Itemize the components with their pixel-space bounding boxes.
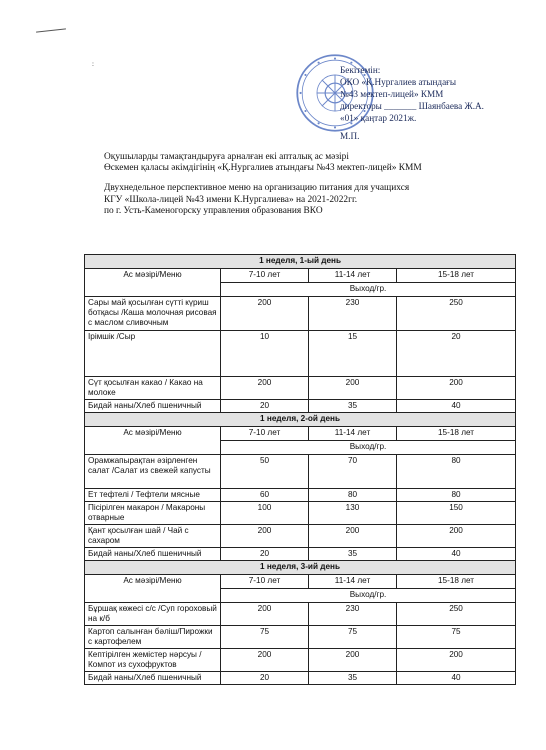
dish-name: Бұршақ көжесі с/с /Суп гороховый на к/б (85, 603, 221, 626)
menu-column-header: Ас мәзірі/Меню (85, 269, 221, 297)
dish-row (85, 649, 516, 672)
portion-value: 50 (221, 455, 309, 489)
portion-value: 35 (309, 400, 397, 413)
dish-row (85, 502, 516, 525)
portion-value: 200 (221, 603, 309, 626)
portion-value: 200 (221, 525, 309, 548)
portion-value: 200 (397, 525, 516, 548)
portion-value: 20 (221, 672, 309, 685)
age-group-header: 15-18 лет (397, 269, 516, 283)
dish-name: Ет тефтелі / Тефтели мясные (85, 489, 221, 502)
dish-name: Орамжапырақтан әзірленген салат /Салат из свежей капусты (85, 455, 221, 489)
portion-value: 60 (221, 489, 309, 502)
age-group-header: 7-10 лет (221, 427, 309, 441)
age-group-header: 7-10 лет (221, 269, 309, 283)
portion-value: 40 (397, 400, 516, 413)
dish-name: Сүт қосылған какао / Какао на молоке (85, 377, 221, 400)
column-header-row (85, 575, 516, 589)
column-header-row (85, 427, 516, 441)
portion-value: 35 (309, 672, 397, 685)
age-group-header: 15-18 лет (397, 427, 516, 441)
document-heading (104, 152, 524, 217)
day-title: 1 неделя, 3-ий день (85, 561, 516, 575)
dish-name: Қант қосылған шай / Чай с сахаром (85, 525, 221, 548)
menu-column-header: Ас мәзірі/Меню (85, 427, 221, 455)
kk-subtitle: Өскемен қаласы әкімдігінің «Қ.Нургалиев атындағы №43 мектеп-лицей» КММ (104, 163, 422, 174)
menu-column-header: Ас мәзірі/Меню (85, 575, 221, 603)
dish-name: Пісірілген макарон / Макароны отварные (85, 502, 221, 525)
yield-label: Выход/гр. (221, 441, 516, 455)
portion-value: 200 (397, 377, 516, 400)
portion-value: 80 (309, 489, 397, 502)
menu-table (84, 254, 516, 685)
portion-value: 100 (221, 502, 309, 525)
approval-line: «01» қаңтар 2021ж. (340, 113, 417, 123)
approval-line: Бекітемін: (340, 65, 381, 75)
portion-value: 200 (309, 525, 397, 548)
age-group-header: 15-18 лет (397, 575, 516, 589)
day-title: 1 неделя, 2-ой день (85, 413, 516, 427)
dish-name: Кептірілген жемістер нәрсуы /Компот из сухофруктов (85, 649, 221, 672)
dish-row (85, 603, 516, 626)
ru-subtitle: по г. Усть-Каменогорску управления образования ВКО (104, 205, 323, 216)
dish-name: Картоп салынған бәліш/Пирожки с картофелем (85, 626, 221, 649)
dish-name: Ірімшік /Сыр (85, 331, 221, 377)
dish-row (85, 377, 516, 400)
portion-value: 15 (309, 331, 397, 377)
portion-value: 10 (221, 331, 309, 377)
portion-value: 150 (397, 502, 516, 525)
portion-value: 250 (397, 603, 516, 626)
portion-value: 75 (221, 626, 309, 649)
portion-value: 200 (309, 649, 397, 672)
seal-place-label: М.П. (340, 131, 360, 141)
portion-value: 20 (221, 548, 309, 561)
age-group-header: 7-10 лет (221, 575, 309, 589)
scan-artifact-dot: : (92, 60, 94, 68)
day-header-row (85, 413, 516, 427)
approval-line: №43 мектеп-лицей» КММ (340, 89, 444, 99)
day-header-row (85, 255, 516, 269)
portion-value: 230 (309, 603, 397, 626)
dish-row (85, 455, 516, 489)
portion-value: 40 (397, 672, 516, 685)
yield-label: Выход/гр. (221, 589, 516, 603)
portion-value: 70 (309, 455, 397, 489)
dish-name: Бидай наны/Хлеб пшеничный (85, 672, 221, 685)
age-group-header: 11-14 лет (309, 575, 397, 589)
dish-row (85, 525, 516, 548)
dish-row (85, 626, 516, 649)
approval-line: директоры _______ Шаянбаева Ж.А. (340, 101, 484, 111)
scan-artifact-line (36, 28, 66, 32)
portion-value: 200 (309, 377, 397, 400)
portion-value: 230 (309, 297, 397, 331)
dish-row (85, 672, 516, 685)
age-group-header: 11-14 лет (309, 427, 397, 441)
portion-value: 20 (397, 331, 516, 377)
portion-value: 200 (397, 649, 516, 672)
portion-value: 200 (221, 377, 309, 400)
portion-value: 130 (309, 502, 397, 525)
portion-value: 40 (397, 548, 516, 561)
portion-value: 75 (397, 626, 516, 649)
portion-value: 80 (397, 455, 516, 489)
dish-row (85, 297, 516, 331)
day-title: 1 неделя, 1-ый день (85, 255, 516, 269)
approval-line: ОКО «Қ.Нургалиев атындағы (340, 77, 457, 87)
portion-value: 200 (221, 649, 309, 672)
portion-value: 250 (397, 297, 516, 331)
portion-value: 75 (309, 626, 397, 649)
dish-row (85, 548, 516, 561)
dish-row (85, 331, 516, 377)
kk-title: Оқушыларды тамақтандыруға арналған екі апталық ас мәзірі (104, 152, 349, 162)
portion-value: 20 (221, 400, 309, 413)
portion-value: 80 (397, 489, 516, 502)
dish-row (85, 489, 516, 502)
age-group-header: 11-14 лет (309, 269, 397, 283)
dish-name: Бидай наны/Хлеб пшеничный (85, 400, 221, 413)
approval-block (340, 64, 540, 142)
portion-value: 200 (221, 297, 309, 331)
dish-name: Бидай наны/Хлеб пшеничный (85, 548, 221, 561)
day-header-row (85, 561, 516, 575)
yield-label: Выход/гр. (221, 283, 516, 297)
ru-title: Двухнедельное перспективное меню на организацию питания для учащихся (104, 183, 410, 194)
dish-row (85, 400, 516, 413)
column-header-row (85, 269, 516, 283)
portion-value: 35 (309, 548, 397, 561)
dish-name: Сары май қосылған сүтті күриш ботқасы /Каша молочная рисовая с маслом сливочным (85, 297, 221, 331)
ru-subtitle: КГУ «Школа-лицей №43 имени К.Нургалиева» на 2021-2022гг. (104, 194, 358, 205)
